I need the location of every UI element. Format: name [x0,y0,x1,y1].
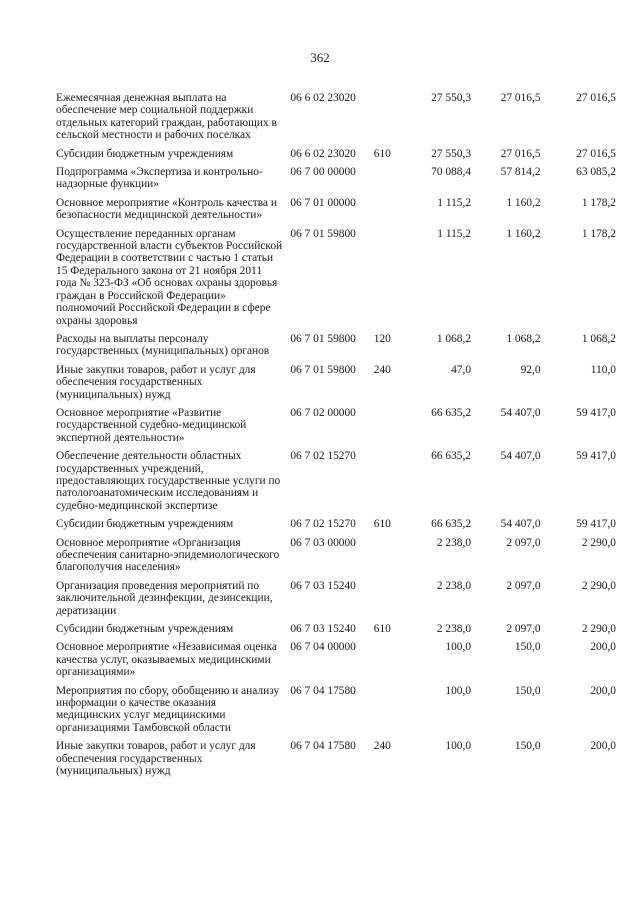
row-value-3: 2 290,0 [581,536,616,549]
row-value-1: 70 088,4 [431,166,472,179]
row-value-2: 150,0 [514,684,541,697]
row-value-2: 27 016,5 [500,147,541,160]
table-row [56,740,616,777]
row-name: Обеспечение деятельности областных государственных учреждений, предоставляющих государственные услуги по патологоанатомическим исследованиям и судебно-медицинской экспертизе [56,450,281,512]
row-code: 06 7 04 00000 [290,641,356,654]
row-code: 06 7 04 17580 [290,740,356,753]
row-value-3: 1 068,2 [581,332,616,345]
row-value-2: 1 160,2 [506,227,541,240]
row-code: 06 7 02 15270 [290,450,356,463]
row-value-3: 27 016,5 [576,92,616,104]
row-code: 06 7 01 00000 [290,196,356,209]
row-value-3: 200,0 [590,684,616,697]
row-name: Основное мероприятие «Независимая оценка качества услуг, оказываемых медицинскими организациями» [56,641,277,679]
row-name: Основное мероприятие «Развитие государственной судебно-медицинской экспертной деятельности» [56,406,247,444]
row-value-3: 200,0 [590,641,616,654]
table-row [56,537,616,574]
row-code: 06 7 01 59800 [290,227,356,240]
row-name: Подпрограмма «Экспертиза и контрольно-надзорные функции» [56,166,263,191]
row-value-2: 57 814,2 [500,166,541,179]
table-row [56,685,616,735]
row-code: 06 7 04 17580 [290,684,356,697]
table-row [56,148,616,160]
row-name: Субсидии бюджетным учреждениям [56,518,234,531]
row-code: 06 7 00 00000 [290,166,356,179]
row-value-3: 59 417,0 [576,450,616,463]
row-value-2: 27 016,5 [500,92,541,104]
row-value-2: 150,0 [514,641,541,654]
row-code: 06 7 02 15270 [290,518,356,531]
row-code: 06 7 01 59800 [290,332,356,345]
row-value-3: 63 085,2 [576,166,616,179]
table-row [56,166,616,191]
row-value-1: 1 115,2 [437,196,472,209]
table-row [56,641,616,678]
table-row [56,197,616,222]
row-value-1: 47,0 [451,363,472,376]
row-code: 06 7 02 00000 [290,406,356,419]
row-name: Расходы на выплаты персоналу государственных (муниципальных) органов [56,332,270,358]
row-value-3: 27 016,5 [576,147,616,160]
row-value-2: 54 407,0 [500,450,541,463]
row-value-3: 110,0 [590,363,616,376]
row-value-1: 2 238,0 [436,536,472,549]
row-code: 06 7 03 15240 [290,623,356,636]
row-value-1: 100,0 [445,684,472,697]
table-row [56,364,616,401]
row-value-3: 2 290,0 [581,579,616,592]
table-row [56,228,616,327]
row-value-2: 150,0 [514,740,541,753]
row-name: Иные закупки товаров, работ и услуг для обеспечения государственных (муниципальных) нужд [56,363,256,401]
row-value-1: 66 635,2 [431,518,472,531]
row-code: 06 6 02 23020 [290,147,356,160]
row-value-2: 54 407,0 [500,406,541,419]
table-row [56,407,616,444]
table-row [56,623,616,635]
table-row [56,92,616,142]
table-row [56,518,616,530]
table-row [56,450,616,512]
row-value-2: 1 068,2 [506,332,541,345]
table-row [56,580,616,617]
table-row [56,333,616,358]
row-code: 06 7 01 59800 [290,363,356,376]
row-name: Субсидии бюджетным учреждениям [56,147,234,160]
row-name: Мероприятия по сбору, обобщению и анализу информации о качестве оказания медицинских услуг медицинскими организациями Тамбовской области [56,684,280,734]
row-value-1: 27 550,3 [431,92,472,104]
row-name: Осуществление переданных органам государственной власти субъектов Российской Федерации в соответствии с частью 1 статьи 15 Федерального закона от 21 ноября 2011 года № 323-ФЗ «Об основах охраны здоровья граждан в Российской Федерации» полномочий Российской Федерации в сфере охраны здоровья [56,227,283,327]
row-expense-type: 120 [373,332,391,345]
row-value-2: 1 160,2 [506,196,541,209]
row-value-2: 2 097,0 [506,579,541,592]
row-name: Субсидии бюджетным учреждениям [56,623,234,636]
budget-table [56,92,616,784]
row-value-1: 100,0 [445,641,472,654]
row-value-2: 54 407,0 [500,518,541,531]
row-value-3: 1 178,2 [581,227,616,240]
row-value-2: 2 097,0 [506,623,541,636]
row-name: Основное мероприятие «Контроль качества и безопасности медицинской деятельности» [56,196,277,222]
row-name: Ежемесячная денежная выплата на обеспечение мер социальной поддержки отдельных категорий граждан, работающих в сельской местности и рабочих поселках [56,92,277,142]
row-value-1: 27 550,3 [431,147,472,160]
row-value-2: 92,0 [520,363,541,376]
row-expense-type: 610 [373,147,391,160]
row-expense-type: 240 [373,740,391,753]
row-name: Организация проведения мероприятий по заключительной дезинфекции, дезинсекции, дератизации [56,579,273,617]
row-value-1: 1 115,2 [437,227,472,240]
row-value-1: 100,0 [445,740,472,753]
row-value-3: 2 290,0 [581,623,616,636]
row-value-3: 59 417,0 [576,406,616,419]
row-value-3: 200,0 [590,740,616,753]
row-name: Иные закупки товаров, работ и услуг для обеспечения государственных (муниципальных) нужд [56,740,256,778]
row-value-3: 59 417,0 [576,518,616,531]
row-expense-type: 610 [373,623,391,636]
row-expense-type: 610 [373,518,391,531]
row-code: 06 7 03 00000 [290,536,356,549]
row-name: Основное мероприятие «Организация обеспечения санитарно-эпидемиологического благополучия населения» [56,536,280,574]
row-value-1: 2 238,0 [436,623,472,636]
row-expense-type: 240 [373,363,391,376]
row-code: 06 6 02 23020 [290,92,356,104]
row-value-1: 66 635,2 [431,406,472,419]
row-value-1: 2 238,0 [436,579,472,592]
row-value-2: 2 097,0 [506,536,541,549]
page-number: 362 [310,50,330,65]
row-value-1: 1 068,2 [436,332,472,345]
row-value-3: 1 178,2 [581,196,616,209]
row-value-1: 66 635,2 [431,450,472,463]
row-code: 06 7 03 15240 [290,579,356,592]
